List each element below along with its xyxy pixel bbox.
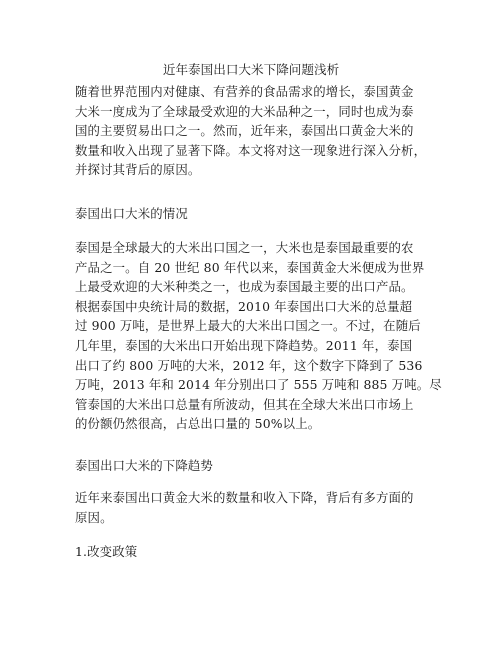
- document-title: 近年泰国出口大米下降问题浅析: [162, 62, 340, 77]
- heading-text: 1.改变政策: [75, 544, 138, 559]
- paragraph-line: 上最受欢迎的大米种类之一，也成为泰国最主要的出口产品。: [75, 279, 414, 295]
- paragraph-line: 数量和收入出现了显著下降。本文将对这一现象进行深入分析，: [75, 142, 427, 158]
- paragraph-line: 并探讨其背后的原因。: [75, 162, 201, 178]
- paragraph-line: 国的主要贸易出口之一。然而，近年来，泰国出口黄金大米的: [75, 123, 414, 139]
- subsection-heading-policy-change: [75, 542, 435, 562]
- paragraph-line: 出口了约 800 万吨的大米，2012 年，这个数字下降到了 536: [75, 357, 423, 373]
- paragraph-line: 随着世界范围内对健康、有营养的食品需求的增长，泰国黄金: [75, 84, 414, 99]
- heading-text: 泰国出口大米的情况: [75, 206, 188, 221]
- paragraph-line: 原因。: [75, 509, 113, 525]
- paragraph-line: 大米一度成为了全球最受欢迎的大米品种之一，同时也成为泰: [75, 103, 414, 119]
- paragraph-line: 产品之一。自 20 世纪 80 年代以来，泰国黄金大米便成为世界: [75, 259, 425, 275]
- paragraph-line: 的份额仍然很高，占总出口量的 50%以上。: [75, 416, 321, 432]
- section-heading-export-status: [75, 204, 435, 224]
- section-paragraph-export-status: [75, 238, 442, 434]
- section-heading-decline-trend: [75, 456, 435, 476]
- paragraph-line: 近年来泰国出口黄金大米的数量和收入下降，背后有多方面的: [75, 490, 414, 505]
- paragraph-line: 过 900 万吨，是世界上最大的大米出口国之一。不过，在随后: [75, 318, 421, 334]
- paragraph-line: 泰国是全球最大的大米出口国之一，大米也是泰国最重要的农: [75, 240, 414, 255]
- section-paragraph-decline-trend: [75, 488, 435, 527]
- paragraph-line: 根据泰国中央统计局的数据，2010 年泰国出口大米的总量超: [75, 298, 413, 314]
- intro-paragraph: [75, 82, 435, 180]
- paragraph-line: 管泰国的大米出口总量有所波动，但其在全球大米出口市场上: [75, 396, 414, 412]
- paragraph-line: 几年里，泰国的大米出口开始出现下降趋势。2011 年，泰国: [75, 337, 413, 353]
- paragraph-line: 万吨，2013 年和 2014 年分别出口了 555 万吨和 885 万吨。尽: [75, 377, 442, 393]
- heading-text: 泰国出口大米的下降趋势: [75, 458, 213, 473]
